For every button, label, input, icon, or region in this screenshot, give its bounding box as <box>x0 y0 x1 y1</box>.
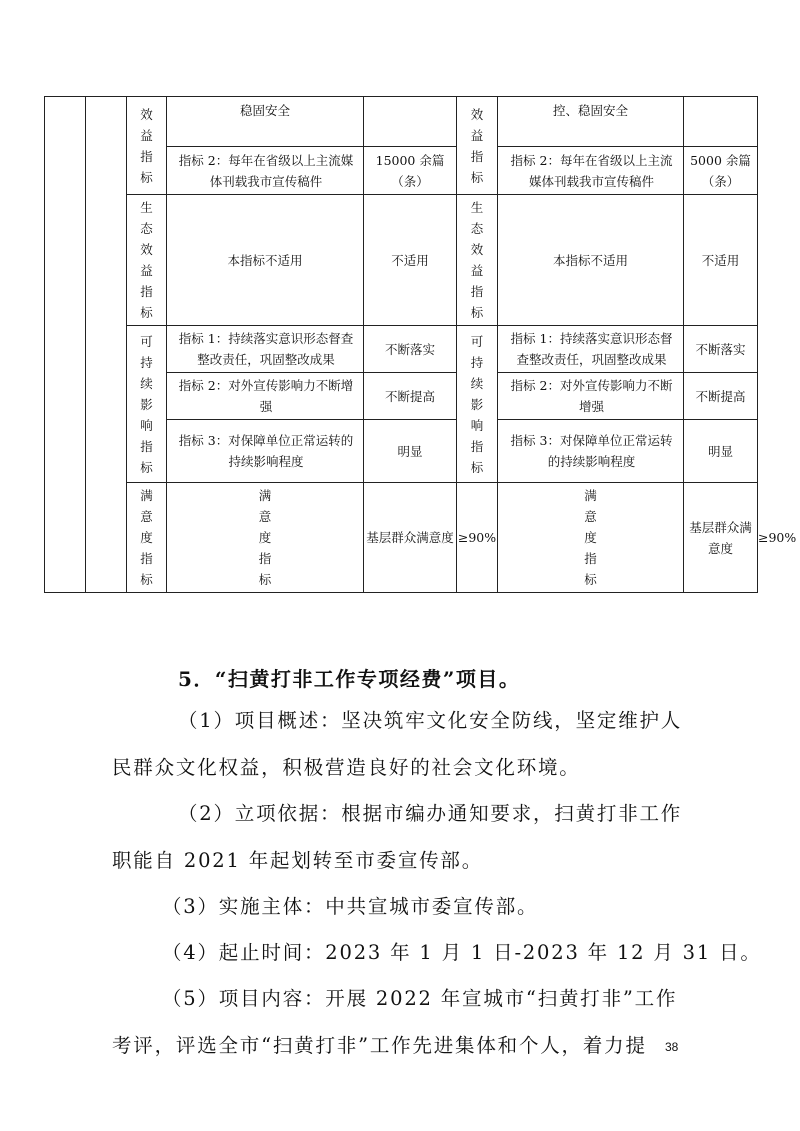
sustain-value-3-right: 明显 <box>684 420 758 483</box>
sustain-value-2-right: 不断提高 <box>684 373 758 420</box>
p2-line1: （2）立项依据：根据市编办通知要求，扫黄打非工作 <box>178 802 683 825</box>
p4: （4）起止时间：2023 年 1 月 1 日-2023 年 12 月 31 日。 <box>162 941 762 964</box>
p3: （3）实施主体：中共宣城市委宣传部。 <box>162 895 539 918</box>
benefit-indicator-2-left: 指标 2：每年在省级以上主流媒体刊载我市宣传稿件 <box>167 147 364 195</box>
sustain-category-right <box>457 326 498 483</box>
ecology-indicator-right: 本指标不适用 <box>498 195 684 326</box>
sustain-category-left <box>127 326 167 483</box>
ecology-category-right <box>457 195 498 326</box>
performance-indicator-table: 效益指标 稳固安全 效益指标 控、稳固安全 指标 2：每年在省级以上主流媒体刊载我市宣传稿件 15000 余篇（条） 指标 2：每年在省级以上主流媒体刊载我市宣传稿件 5000 余篇（条） 生态效益指标 本指标不适用 不适用 生态效益指标 本指标不适用 不适用 可持续影响指标 指标 1：持续落实意识形态督查整改责任，巩固整改成果 不断落实 可持续影响指标 指标 1：持续落实意识形态督查整改责任，巩固整改成果 不断落实 指标 2：对外宣传影响力不断增强 不断提高 指标 2：对外宣传影响力不断增强 不断提高 指标 3：对保障单位正常运转的持续影响程度 明显 指标 3：对保障单位正常运转的持续影响程度 明显 满意度指标 满意度指标 基层群众满意度 ≥90% 满意度指标 基层群众满意度 ≥90% <box>44 96 758 593</box>
sustain-indicator-1-left: 指标 1：持续落实意识形态督查整改责任，巩固整改成果 <box>167 326 364 373</box>
vertical-category-label: 生态效益指标 <box>470 200 484 320</box>
vertical-category-label: 满意度指标 <box>258 488 272 587</box>
sustain-value-3-left: 明显 <box>364 420 457 483</box>
vertical-category-label: 满意度指标 <box>584 488 597 587</box>
benefit-category-right <box>457 97 498 195</box>
sustain-value-1-right: 不断落实 <box>684 326 758 373</box>
ecology-value-right: 不适用 <box>684 195 758 326</box>
vertical-category-label: 满意度指标 <box>140 488 153 587</box>
vertical-category-label: 生态效益指标 <box>140 200 153 320</box>
p5-line1: （5）项目内容：开展 2022 年宣城市“扫黄打非”工作 <box>162 987 678 1010</box>
sustain-value-2-left: 不断提高 <box>364 373 457 420</box>
sustain-indicator-1-right: 指标 1：持续落实意识形态督查整改责任，巩固整改成果 <box>498 326 684 373</box>
sustain-indicator-3-left: 指标 3：对保障单位正常运转的持续影响程度 <box>167 420 364 483</box>
sustain-indicator-3-right: 指标 3：对保障单位正常运转的持续影响程度 <box>498 420 684 483</box>
sustain-value-1-left: 不断落实 <box>364 326 457 373</box>
level0-empty-cell <box>45 97 86 593</box>
benefit-value-2-right: 5000 余篇（条） <box>684 147 758 195</box>
ecology-indicator-left: 本指标不适用 <box>167 195 364 326</box>
benefit-indicator-2-right: 指标 2：每年在省级以上主流媒体刊载我市宣传稿件 <box>498 147 684 195</box>
satisfaction-level1-category <box>127 483 167 593</box>
p1-line2: 民群众文化权益，积极营造良好的社会文化环境。 <box>112 756 581 779</box>
section-heading: 5．“扫黄打非工作专项经费”项目。 <box>178 667 521 691</box>
benefit-indicator-top-right: 控、稳固安全 <box>498 97 684 147</box>
vertical-category-label: 效益指标 <box>470 106 484 185</box>
vertical-category-label: 可持续影响指标 <box>470 333 484 475</box>
ecology-value-left: 不适用 <box>364 195 457 326</box>
benefit-value-top-right <box>684 97 758 147</box>
benefit-category-left <box>127 97 167 195</box>
vertical-category-label: 效益指标 <box>140 106 153 185</box>
ecology-category-left <box>127 195 167 326</box>
p1-line1: （1）项目概述：坚决筑牢文化安全防线，坚定维护人 <box>178 709 683 732</box>
benefit-value-top-left <box>364 97 457 147</box>
vertical-category-label: 可持续影响指标 <box>140 333 153 475</box>
satisfaction-value-left: ≥90% <box>457 483 498 593</box>
p2-line2: 职能自 2021 年起划转至市委宣传部。 <box>112 849 484 872</box>
satisfaction-category-right <box>498 483 684 593</box>
satisfaction-category-left <box>167 483 364 593</box>
page-number: 38 <box>665 1040 679 1054</box>
benefit-value-2-left: 15000 余篇（条） <box>364 147 457 195</box>
satisfaction-indicator-right: 基层群众满意度 <box>684 483 758 593</box>
benefit-indicator-top-left: 稳固安全 <box>167 97 364 147</box>
level1-empty-cell <box>86 97 127 593</box>
sustain-indicator-2-left: 指标 2：对外宣传影响力不断增强 <box>167 373 364 420</box>
satisfaction-indicator-left: 基层群众满意度 <box>364 483 457 593</box>
sustain-indicator-2-right: 指标 2：对外宣传影响力不断增强 <box>498 373 684 420</box>
p5-line2: 考评，评选全市“扫黄打非”工作先进集体和个人，着力提 <box>112 1034 647 1057</box>
